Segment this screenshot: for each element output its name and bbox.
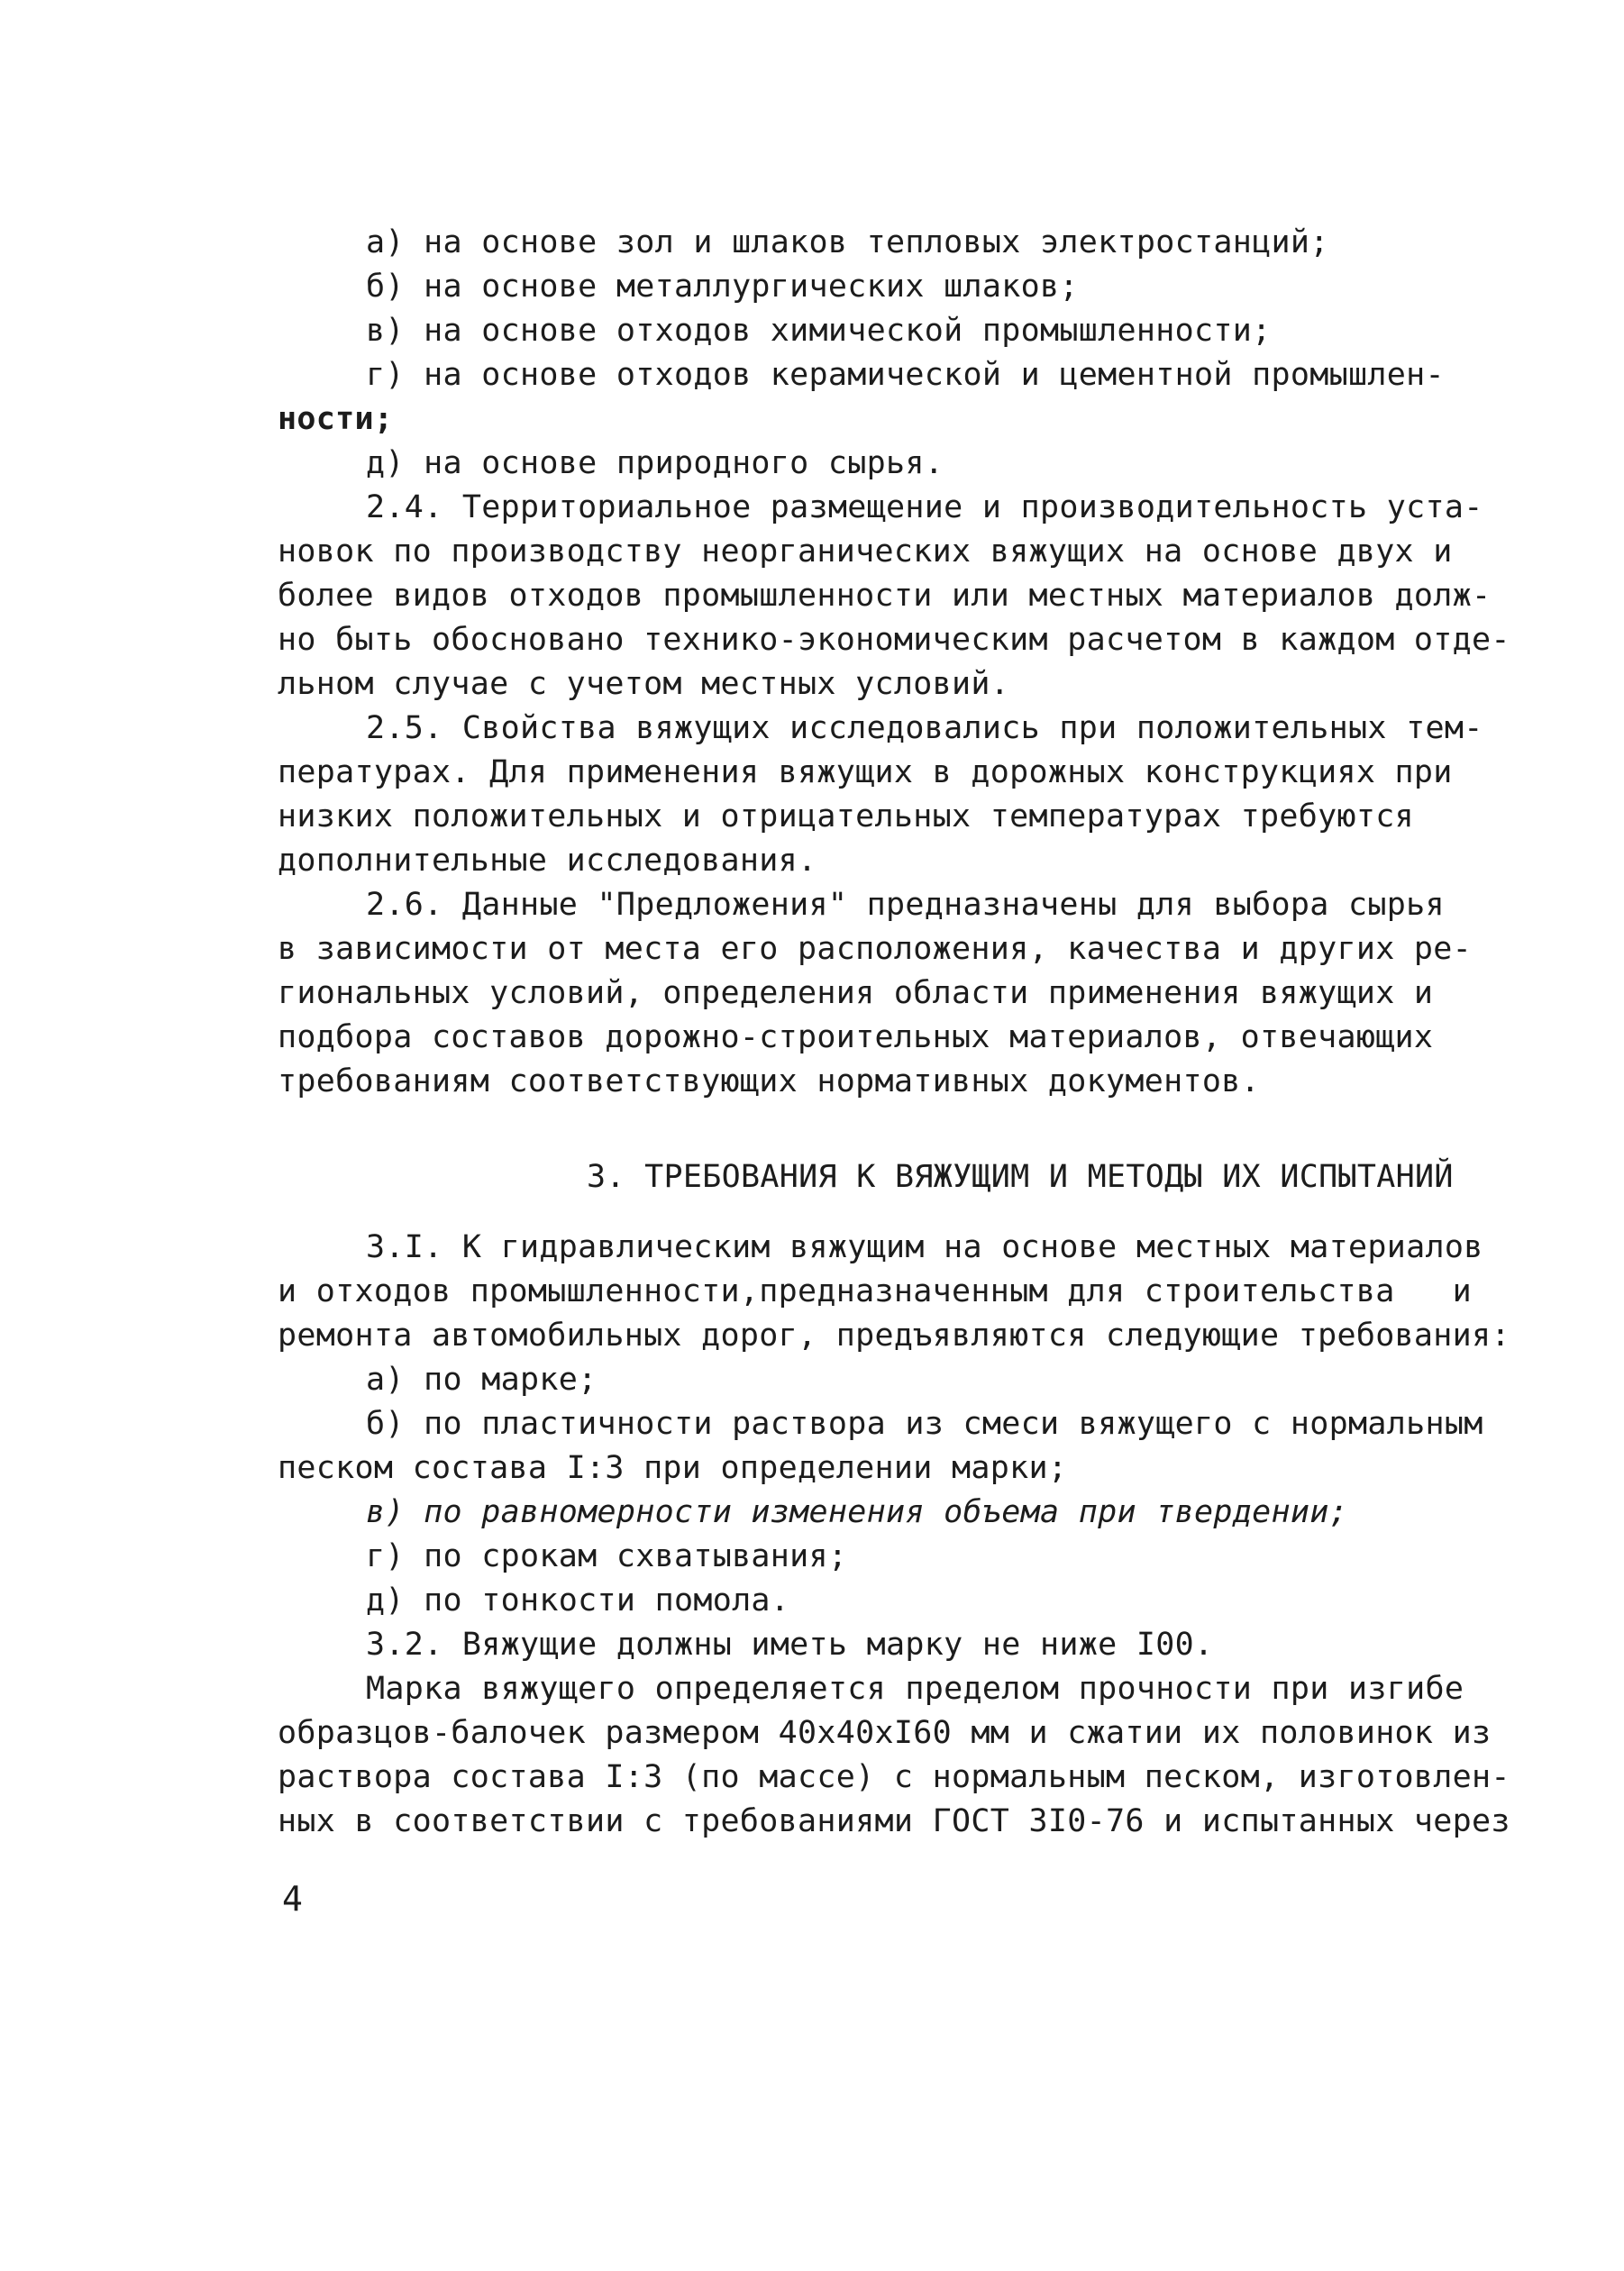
paragraph-2-5-line: низких положительных и отрицательных температурах требуются: [278, 798, 1414, 835]
requirement-item-b-continued: песком состава I:3 при определении марки;: [278, 1450, 1068, 1486]
paragraph-3-1-line: и отходов промышленности,предназначенным для строительства и: [278, 1273, 1473, 1309]
section-3-heading: 3. ТРЕБОВАНИЯ К ВЯЖУЩИМ И МЕТОДЫ ИХ ИСПЫТАНИЙ: [587, 1159, 1454, 1195]
paragraph-marka-line: образцов-балочек размером 40х40хI60 мм и сжатии их половинок из: [278, 1715, 1492, 1751]
paragraph-2-6-line: требованиям соответствующих нормативных документов.: [278, 1063, 1260, 1099]
paragraph-2-5-line: 2.5. Свойства вяжущих исследовались при положительных тем-: [366, 710, 1483, 746]
requirement-item-a: а) по марке;: [366, 1362, 598, 1398]
paragraph-marka-line: Марка вяжущего определяется пределом прочности при изгибе: [366, 1671, 1464, 1707]
paragraph-3-1-line: ремонта автомобильных дорог, предъявляются следующие требования:: [278, 1318, 1510, 1354]
paragraph-2-4-line: но быть обосновано технико-экономическим расчетом в каждом отде-: [278, 622, 1510, 658]
paragraph-2-6-line: гиональных условий, определения области применения вяжущих и: [278, 975, 1434, 1011]
list-item-g: г) на основе отходов керамической и цементной промышлен-: [366, 357, 1445, 393]
paragraph-2-5-line: дополнительные исследования.: [278, 843, 817, 879]
paragraph-marka-line: ных в соответствии с требованиями ГОСТ 3I0-76 и испытанных через: [278, 1803, 1510, 1839]
list-item-b: б) на основе металлургических шлаков;: [366, 269, 1079, 305]
paragraph-marka-line: раствора состава I:3 (по массе) с нормальным песком, изготовлен-: [278, 1759, 1510, 1795]
list-item-a: а) на основе зол и шлаков тепловых электростанций;: [366, 224, 1329, 260]
page-number: 4: [282, 1879, 303, 1919]
requirement-item-d: д) по тонкости помола.: [366, 1582, 790, 1619]
requirement-item-v: в) по равномерности изменения объема при твердении;: [366, 1494, 1348, 1530]
paragraph-2-6-line: подбора составов дорожно-строительных материалов, отвечающих: [278, 1019, 1434, 1055]
requirement-item-b: б) по пластичности раствора из смеси вяжущего с нормальным: [366, 1406, 1483, 1442]
list-item-g-continued: ности;: [278, 401, 394, 437]
paragraph-2-4-line: 2.4. Территориальное размещение и производительность уста-: [366, 489, 1483, 525]
paragraph-2-4-line: льном случае с учетом местных условий.: [278, 666, 1010, 702]
paragraph-2-4-line: более видов отходов промышленности или местных материалов долж-: [278, 578, 1492, 614]
requirement-item-g: г) по срокам схватывания;: [366, 1538, 848, 1574]
paragraph-2-5-line: пературах. Для применения вяжущих в дорожных конструкциях при: [278, 754, 1453, 790]
paragraph-2-4-line: новок по производству неорганических вяжущих на основе двух и: [278, 534, 1453, 570]
paragraph-2-6-line: в зависимости от места его расположения, качества и других ре-: [278, 931, 1473, 967]
list-item-v: в) на основе отходов химической промышленности;: [366, 313, 1272, 349]
paragraph-3-1-line: 3.I. К гидравлическим вяжущим на основе местных материалов: [366, 1229, 1483, 1265]
list-item-d: д) на основе природного сырья.: [366, 445, 944, 481]
paragraph-2-6-line: 2.6. Данные "Предложения" предназначены для выбора сырья: [366, 887, 1445, 923]
paragraph-3-2: 3.2. Вяжущие должны иметь марку не ниже I00.: [366, 1627, 1214, 1663]
